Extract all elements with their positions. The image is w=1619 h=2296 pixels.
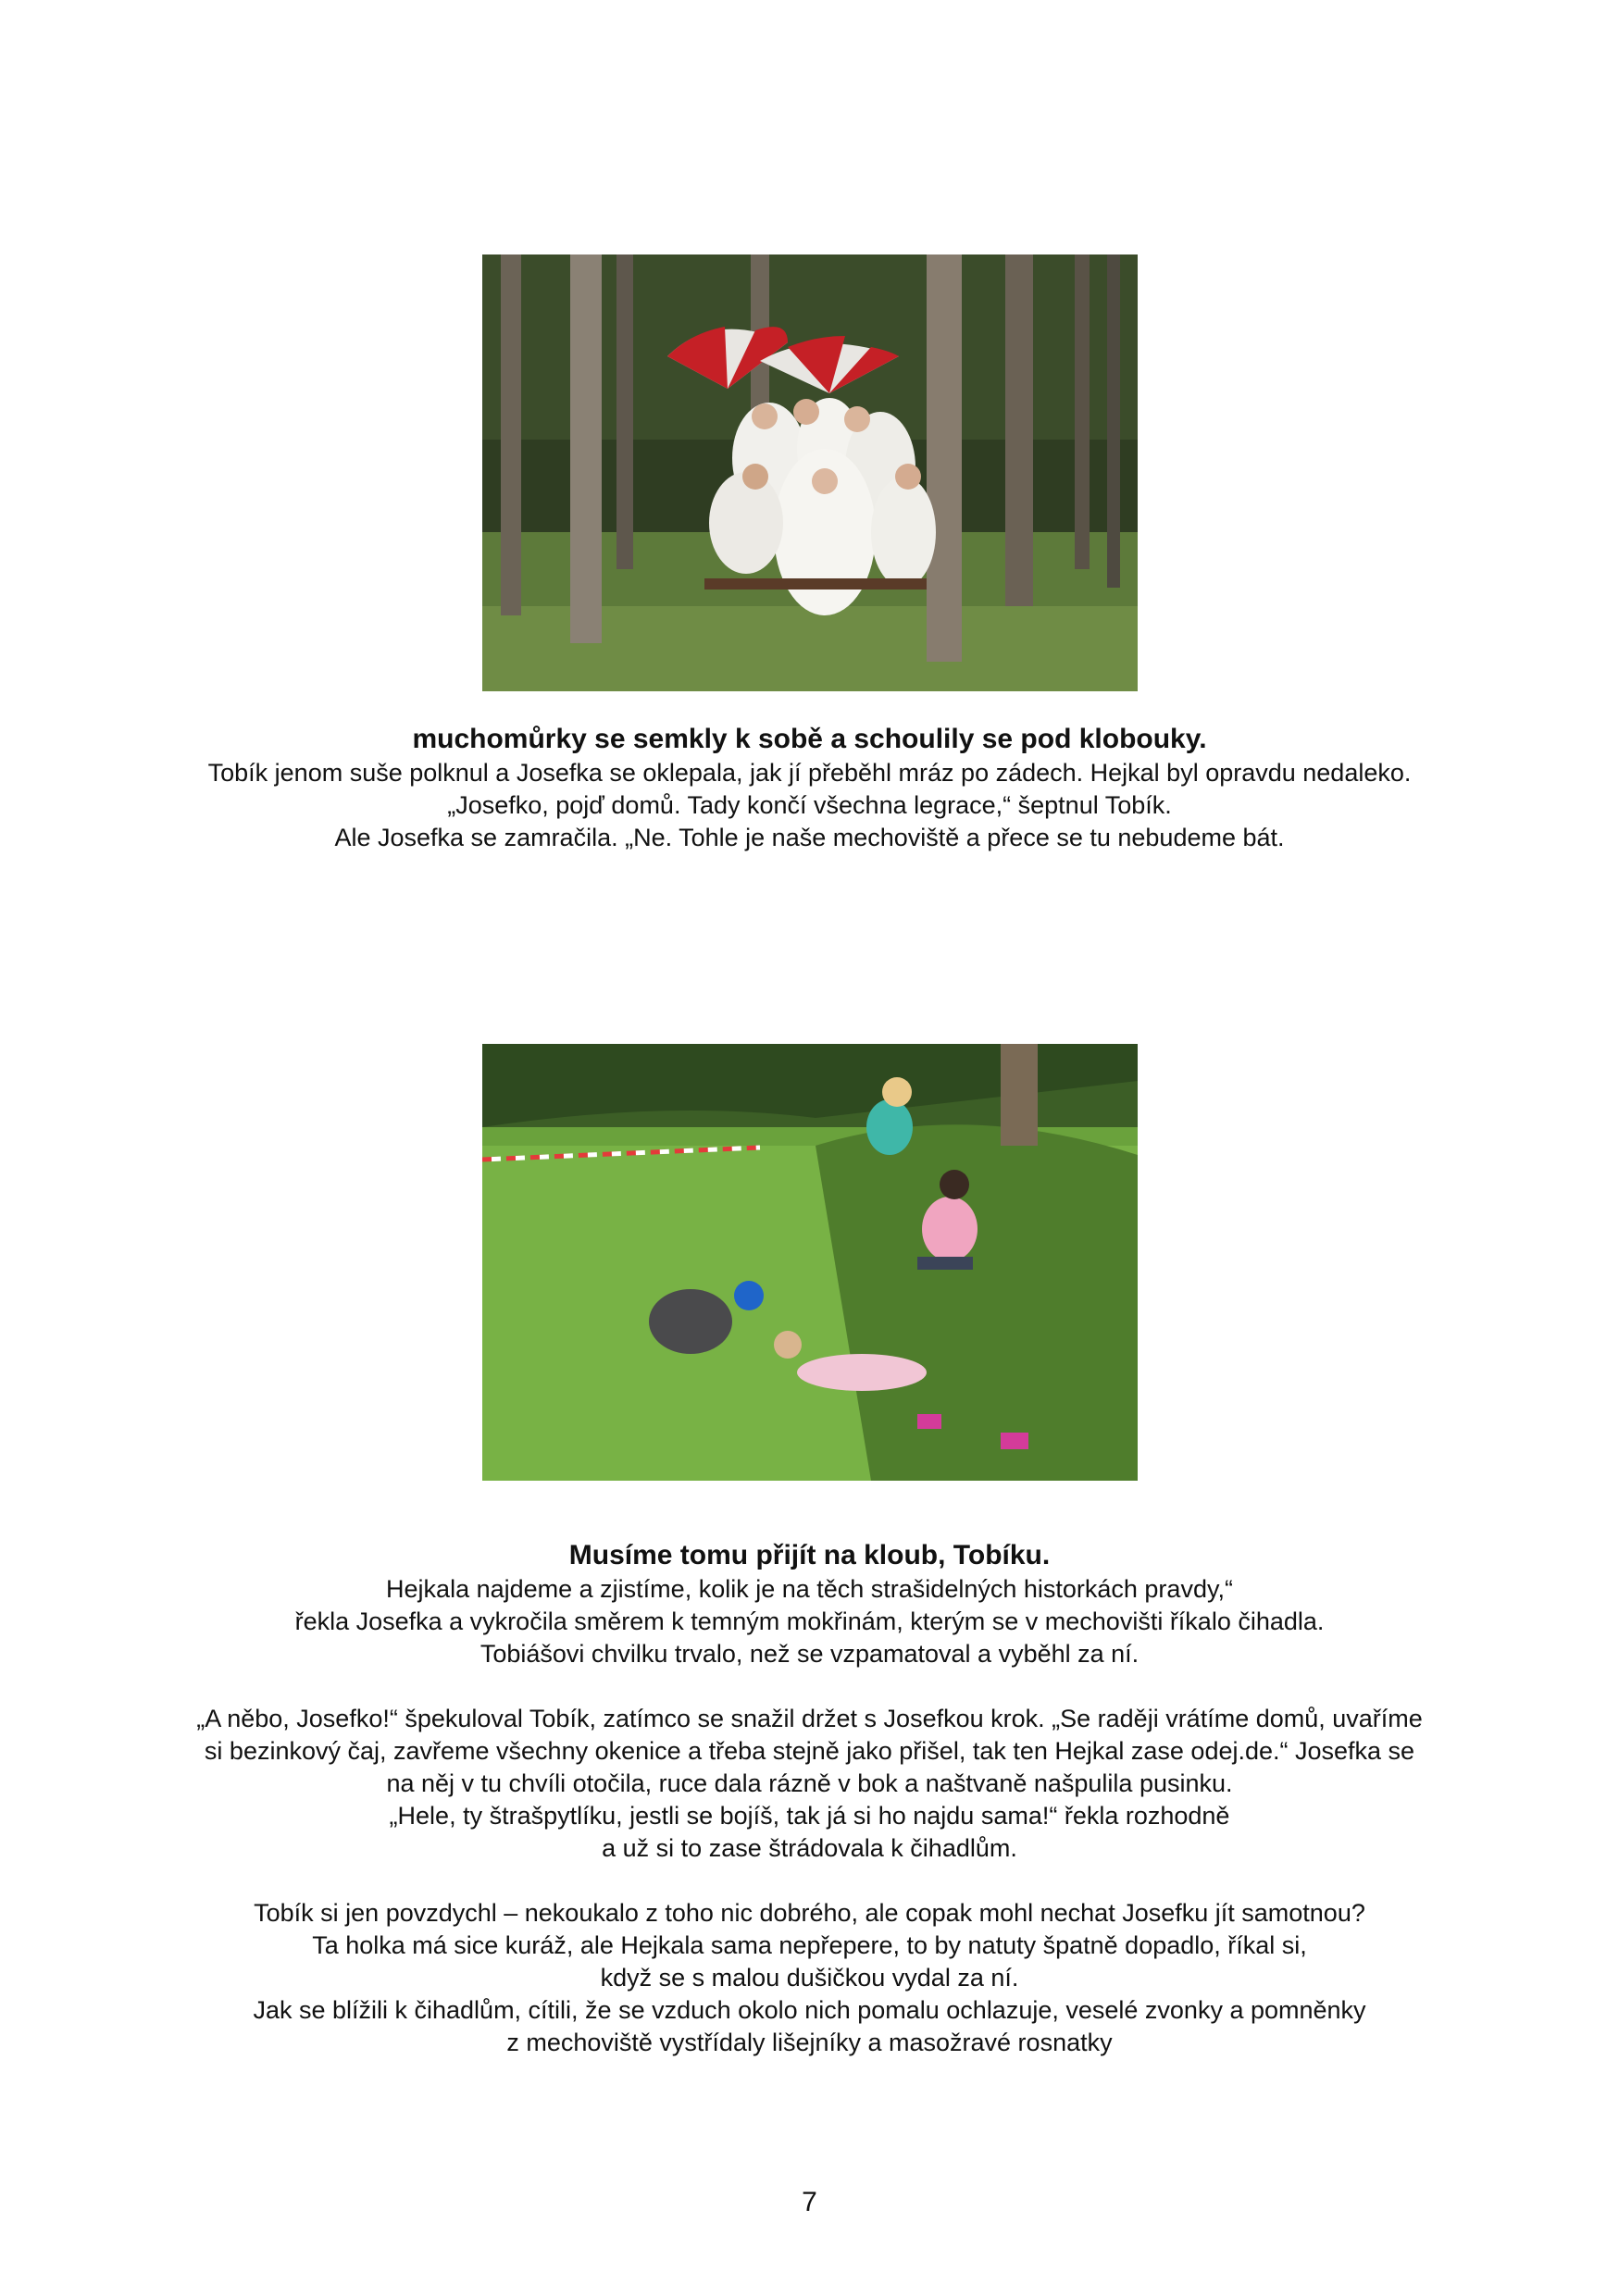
page-number: 7 <box>802 2187 817 2217</box>
paragraph-line: „Hele, ty štrašpytlíku, jestli se bojíš, tak já si ho najdu sama!“ řekla rozhodně <box>389 1802 1230 1830</box>
section-title: muchomůrky se semkly k sobě a schoulily se pod klobouky. <box>412 724 1207 754</box>
paragraph-line: Hejkala najdeme a zjistíme, kolik je na těch strašidelných historkách pravdy,“ <box>386 1575 1233 1603</box>
photo-children-grass <box>482 1044 1138 1481</box>
paragraph-line: „Josefko, pojď domů. Tady končí všechna legrace,“ šeptnul Tobík. <box>447 791 1172 819</box>
section-2-text <box>111 1538 1508 2059</box>
paragraph-line: řekla Josefka a vykročila směrem k temným mokřinám, kterým se v mechovišti říkalo čihadla. <box>294 1607 1325 1635</box>
paragraph-line: z mechoviště vystřídaly lišejníky a masožravé rosnatky <box>506 2029 1113 2056</box>
paragraph-line: Tobiášovi chvilku trvalo, než se vzpamatoval a vyběhl za ní. <box>479 1640 1140 1668</box>
paragraph-line: Jak se blížili k čihadlům, cítili, že se vzduch okolo nich pomalu ochlazuje, veselé zvonky a pomněnky <box>253 1996 1366 2024</box>
paragraph-line: Ta holka má sice kuráž, ale Hejkala sama nepřepere, to by natuty špatně dopadlo, říkal si, <box>312 1931 1307 1959</box>
paragraph-line: „A něbo, Josefko!“ špekuloval Tobík, zatímco se snažil držet s Josefkou krok. „Se raději vrátíme domů, uvaříme <box>196 1705 1423 1732</box>
section-1-text <box>111 722 1508 854</box>
photo-forest-umbrellas <box>482 254 1138 691</box>
paragraph-line: Ale Josefka se zamračila. „Ne. Tohle je naše mechoviště a přece se tu nebudeme bát. <box>334 824 1285 851</box>
paragraph-line: na něj v tu chvíli otočila, ruce dala rázně v bok a naštvaně našpulila pusinku. <box>386 1769 1233 1797</box>
paragraph-gap <box>111 1865 1508 1897</box>
paragraph-line: když se s malou dušičkou vydal za ní. <box>600 1964 1019 1992</box>
paragraph-gap <box>111 1670 1508 1703</box>
paragraph-line: a už si to zase štrádovala k čihadlům. <box>602 1834 1017 1862</box>
section-title: Musíme tomu přijít na kloub, Tobíku. <box>568 1540 1051 1570</box>
paragraph-line: Tobík jenom suše polknul a Josefka se oklepala, jak jí přeběhl mráz po zádech. Hejkal byl opravdu nedaleko. <box>207 759 1412 787</box>
paragraph-line: Tobík si jen povzdychl – nekoukalo z toho nic dobrého, ale copak mohl nechat Josefku jít samotnou? <box>254 1899 1365 1927</box>
paragraph-line: si bezinkový čaj, zavřeme všechny okenice a třeba stejně jako přišel, tak ten Hejkal zase odej.de.“ Josefka se <box>204 1737 1415 1765</box>
